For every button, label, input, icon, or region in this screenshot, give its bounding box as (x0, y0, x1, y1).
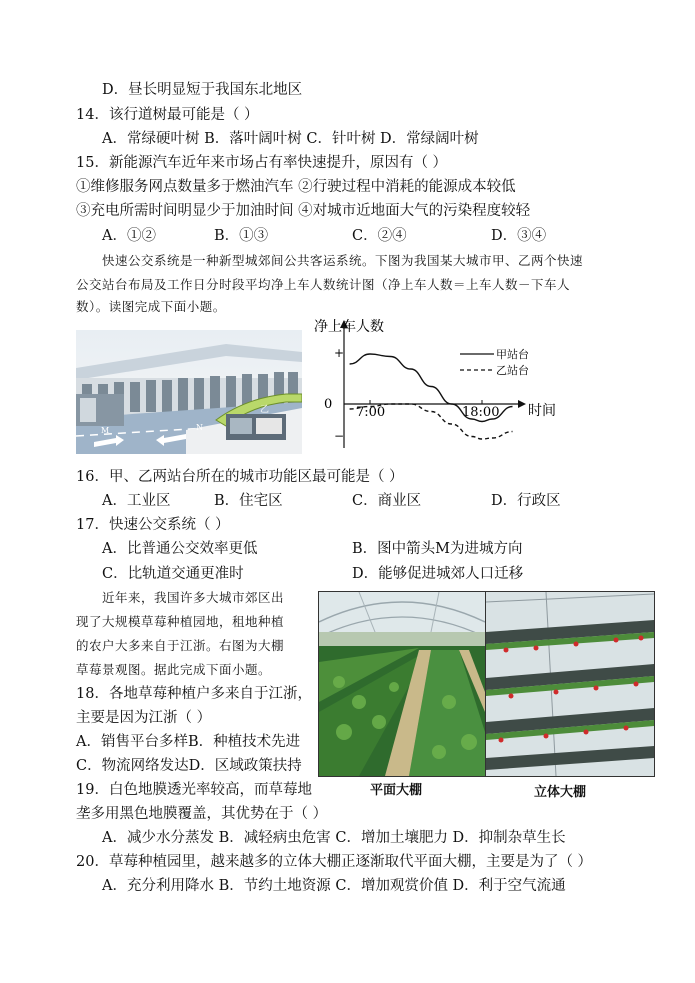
x-tick-label-0700: 7:00 (356, 405, 386, 420)
q17-stem: 17．快速公交系统（ ） (76, 517, 230, 533)
q18-options-2: C．物流网络发达D．区域政策扶持 (76, 758, 302, 774)
q17-option-d: D．能够促进城郊人口迁移 (352, 566, 524, 582)
q19-stem-1: 19．白色地膜透光率较高，而草莓地 (76, 782, 312, 798)
arrow-n-label: N (196, 423, 203, 432)
q15-item-a: ①维修服务网点数量多于燃油汽车 ②行驶过程中消耗的能源成本较低 (76, 179, 516, 195)
q15-stem: 15．新能源汽车近年来市场占有率快速提升，原因有（ ） (76, 155, 448, 171)
vertical-greenhouse-photo (485, 591, 655, 777)
passage-1-line-3: 数）。读图完成下面小题。 (76, 299, 226, 314)
flat-greenhouse-photo (318, 591, 486, 777)
passage-1-line-2: 公交站台布局及工作日分时段平均净上车人数统计图（净上车人数＝上车人数－下车人 (76, 277, 571, 292)
q18-stem-1: 18．各地草莓种植户多来自于江浙， (76, 686, 312, 702)
q19-options: A．减少水分蒸发 B．减轻病虫危害 C．增加土壤肥力 D．抑制杂草生长 (102, 830, 566, 846)
station-yi-label: 乙 (260, 405, 270, 415)
q16-option-a: A．工业区 (102, 493, 171, 509)
x-axis-title: 时间 (528, 403, 556, 419)
q13-option-d: D．昼长明显短于我国东北地区 (102, 82, 303, 98)
y-axis-title: 净上车人数 (314, 319, 384, 335)
legend-label-jia: 甲站台 (496, 348, 529, 361)
q15-option-d: D．③④ (491, 228, 547, 244)
q18-options-1: A．销售平台多样B．种植技术先进 (76, 734, 301, 750)
vertical-greenhouse-caption: 立体大棚 (534, 785, 587, 800)
q16-option-b: B．住宅区 (214, 493, 283, 509)
q17-option-a: A．比普通公交效率更低 (102, 541, 258, 557)
q20-stem: 20．草莓种植园里，越来越多的立体大棚正逐渐取代平面大棚，主要是为了（ ） (76, 854, 593, 870)
y-tick-plus: + (334, 346, 345, 360)
passage-2-line-3: 的农户大多来自于江浙。右图为大棚 (76, 638, 285, 653)
q18-stem-2: 主要是因为江浙（ ） (76, 710, 212, 726)
q20-options: A．充分利用降水 B．节约土地资源 C．增加观赏价值 D．利于空气流通 (102, 878, 566, 894)
y-tick-minus: − (334, 429, 345, 443)
x-tick-label-1800: 18:00 (462, 405, 500, 420)
q14-stem: 14．该行道树最可能是（ ） (76, 107, 259, 123)
passage-1-line-1: 快速公交系统是一种新型城郊间公共客运系统。下图为我国某大城市甲、乙两个快速 (102, 253, 584, 268)
q16-stem: 16．甲、乙两站台所在的城市功能区最可能是（ ） (76, 469, 404, 485)
arrow-m-label: M (101, 426, 110, 435)
q16-option-d: D．行政区 (491, 493, 561, 509)
passage-2-line-1: 近年来，我国许多大城市郊区出 (102, 590, 285, 605)
passage-2-line-4: 草莓景观图。据此完成下面小题。 (76, 662, 272, 677)
q17-option-c: C．比轨道交通更准时 (102, 566, 244, 582)
legend-label-yi: 乙站台 (496, 364, 529, 377)
q16-option-c: C．商业区 (352, 493, 422, 509)
q17-option-b: B．图中箭头M为进城方向 (352, 541, 523, 557)
flat-greenhouse-caption: 平面大棚 (370, 783, 423, 798)
passage-2-line-2: 现了大规模草莓种植园地，租地种植 (76, 614, 285, 629)
q15-option-b: B．①③ (214, 228, 269, 244)
q15-option-a: A．①② (102, 228, 156, 244)
bus-station-illustration (76, 330, 302, 454)
q15-item-b: ③充电所需时间明显少于加油时间 ④对城市近地面大气的污染程度较轻 (76, 203, 531, 219)
chart-axes (340, 320, 526, 448)
q19-stem-2: 垄多用黑色地膜覆盖，其优势在于（ ） (76, 806, 328, 822)
net-boarding-chart (310, 318, 570, 458)
y-tick-zero: 0 (324, 397, 333, 412)
q15-option-c: C．②④ (352, 228, 407, 244)
q14-options: A．常绿硬叶树 B．落叶阔叶树 C．针叶树 D．常绿阔叶树 (102, 131, 479, 147)
